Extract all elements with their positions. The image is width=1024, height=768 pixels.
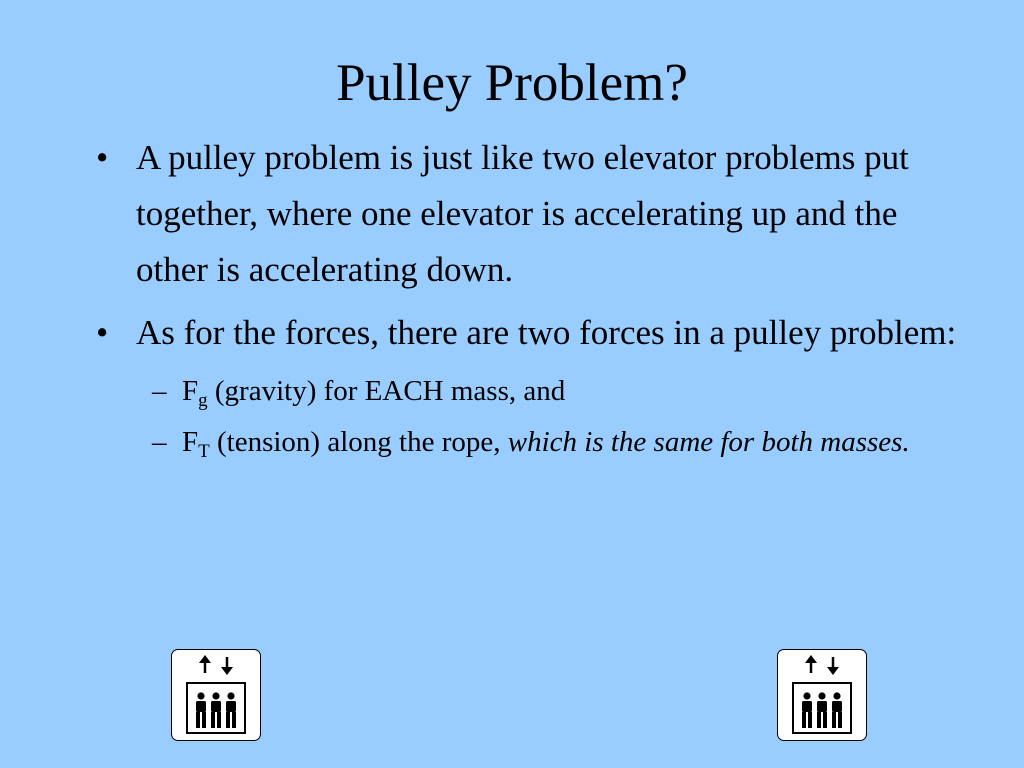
sub-bullet-item xyxy=(92,368,972,415)
elevator-icon xyxy=(777,649,867,741)
sub-bullet-text: (tension) along the rope, xyxy=(209,426,508,458)
sub-bullet-marker: – xyxy=(152,375,167,407)
force-symbol: F xyxy=(182,375,199,407)
force-symbol: F xyxy=(182,426,199,458)
bullet-item xyxy=(92,130,972,298)
force-subscript: T xyxy=(198,441,210,462)
force-subscript: g xyxy=(198,390,208,411)
bullet-marker: • xyxy=(96,313,109,352)
slide-content xyxy=(92,130,972,470)
elevator-symbol xyxy=(172,650,260,740)
sub-bullet-emphasis: which is the same for both masses. xyxy=(507,426,910,458)
sub-bullet-marker: – xyxy=(152,426,167,458)
elevator-icon xyxy=(171,649,261,741)
bullet-item xyxy=(92,305,972,361)
bullet-text: As for the forces, there are two forces in a pulley problem: xyxy=(136,313,957,352)
elevator-symbol xyxy=(778,650,866,740)
sub-bullet-item xyxy=(92,419,972,466)
sub-bullet-text: (gravity) for EACH mass, and xyxy=(207,375,566,407)
slide-title: Pulley Problem? xyxy=(336,54,688,112)
bullet-text: A pulley problem is just like two elevator problems put together, where one elevator is accelerating up and the other is accelerating down. xyxy=(136,138,909,289)
bullet-marker: • xyxy=(96,138,109,177)
